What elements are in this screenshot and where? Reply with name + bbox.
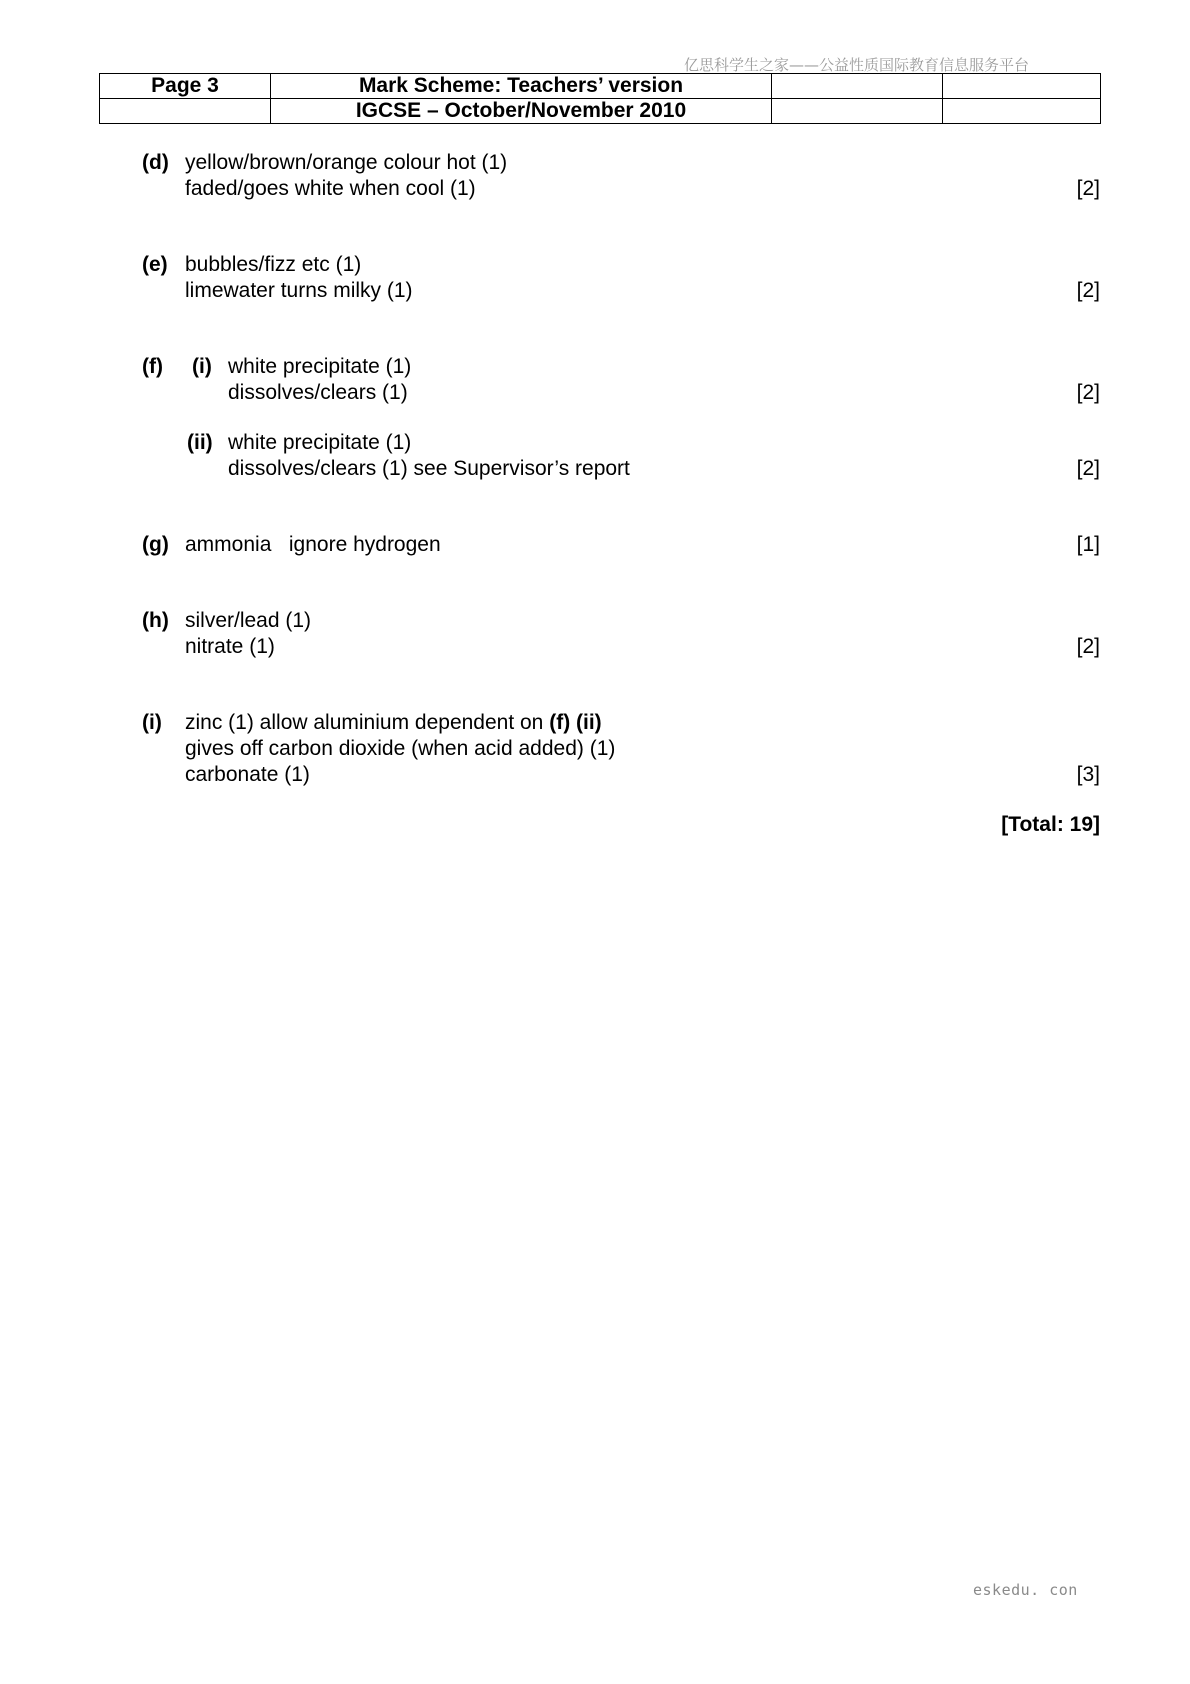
footer-text: eskedu. con xyxy=(973,1581,1078,1599)
question-label: (g) xyxy=(142,533,169,556)
answer-line: limewater turns milky (1) xyxy=(185,279,413,302)
mark-value: [2] xyxy=(1076,635,1100,658)
answer-line: nitrate (1) xyxy=(185,635,275,658)
mark-value: [2] xyxy=(1076,177,1100,200)
answer-line: white precipitate (1) xyxy=(228,431,412,454)
answer-line: silver/lead (1) xyxy=(185,609,312,632)
answer-line: bubbles/fizz etc (1) xyxy=(185,253,362,276)
answer-line: yellow/brown/orange colour hot (1) xyxy=(185,151,508,174)
page-label: Page 3 xyxy=(100,74,271,99)
question-label: (i) xyxy=(142,711,162,734)
document-subtitle: IGCSE – October/November 2010 xyxy=(271,99,772,124)
answer-line: white precipitate (1) xyxy=(228,355,412,378)
subquestion-label: (ii) xyxy=(187,431,213,454)
answer-line: ammonia ignore hydrogen xyxy=(185,533,441,556)
question-label: (f) xyxy=(142,355,163,378)
mark-value: [1] xyxy=(1076,533,1100,556)
answer-line: dissolves/clears (1) xyxy=(228,381,408,404)
answer-line: gives off carbon dioxide (when acid added) (1) xyxy=(185,737,616,760)
cross-reference: (f) (ii) xyxy=(549,711,602,734)
question-label: (e) xyxy=(142,253,168,276)
answer-text: zinc (1) allow aluminium dependent on xyxy=(185,711,550,734)
total-marks: [Total: 19] xyxy=(1001,813,1100,836)
answer-line: dissolves/clears (1) see Supervisor’s report xyxy=(228,457,630,480)
answer-line: faded/goes white when cool (1) xyxy=(185,177,476,200)
mark-value: [2] xyxy=(1076,457,1100,480)
mark-value: [2] xyxy=(1076,279,1100,302)
watermark-text: 亿思科学生之家——公益性质国际教育信息服务平台 xyxy=(684,56,1030,74)
answer-line: carbonate (1) xyxy=(185,763,310,786)
answer-line xyxy=(185,710,602,736)
mark-value: [3] xyxy=(1076,763,1100,786)
document-title: Mark Scheme: Teachers’ version xyxy=(271,74,772,99)
question-label: (d) xyxy=(142,151,169,174)
question-label: (h) xyxy=(142,609,169,632)
subquestion-label: (i) xyxy=(192,355,212,378)
mark-value: [2] xyxy=(1076,381,1100,404)
